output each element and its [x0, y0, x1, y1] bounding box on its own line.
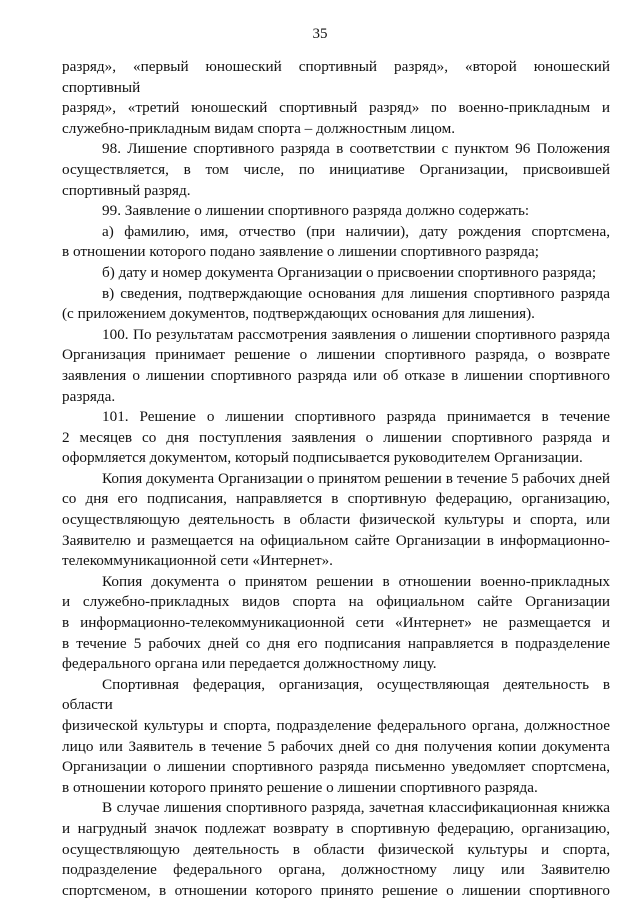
- text-line: 2 месяцев со дня поступления заявления о лишении спортивного разряда и: [62, 428, 610, 446]
- text-line: осуществляется, в том числе, по инициативе Организации, присвоившей: [62, 160, 610, 178]
- text-line: физической культуры и спорта, подразделение федерального органа, должностное: [62, 717, 610, 734]
- text-line: и нагрудный значок подлежат возврату в спортивную федерацию, организацию,: [62, 819, 610, 837]
- text-line: подразделение федерального органа, должностному лицу или Заявителю: [62, 861, 610, 879]
- text-line: и служебно-прикладных видов спорта на официальном сайте Организации: [62, 593, 610, 611]
- text-line: лицо или Заявитель в течение 5 рабочих дней со дня получения копии документа: [62, 737, 610, 755]
- text-line: осуществляющую деятельность в области физической культуры и спорта,: [62, 840, 610, 858]
- text-line: в отношении которого принято решение о лишении спортивного разряда.: [62, 778, 538, 796]
- text-line: осуществляющую деятельность в области физической культуры и спорта, или: [62, 511, 610, 529]
- document-body: [62, 57, 610, 901]
- text-line: в течение 5 рабочих дней со дня его подписания направляется в подразделение: [62, 634, 610, 652]
- text-line: Организации о лишении спортивного разряда письменно уведомляет спортсмена,: [62, 758, 610, 776]
- text-line: Копия документа Организации о принятом решении в течение 5 рабочих дней: [102, 469, 610, 487]
- text-line: заявления о лишении спортивного разряда или об отказе в лишении спортивного: [62, 366, 610, 384]
- text-line: а) фамилию, имя, отчество (при наличии), дату рождения спортсмена,: [102, 222, 610, 240]
- text-line: б) дату и номер документа Организации о присвоении спортивного разряда;: [102, 263, 597, 281]
- text-line: телекоммуникационной сети «Интернет».: [62, 552, 333, 570]
- text-line: в) сведения, подтверждающие основания для лишения спортивного разряда: [102, 284, 610, 302]
- text-line: (с приложением документов, подтверждающих основания для лишения).: [62, 305, 535, 323]
- text-line: разряд», «первый юношеский спортивный разряд», «второй юношеский спортивный: [62, 58, 610, 96]
- text-line: спортивный разряд.: [62, 181, 191, 199]
- text-line: в информационно-телекоммуникационной сети «Интернет» не размещается и: [62, 614, 610, 632]
- text-line: со дня его подписания, направляется в спортивную федерацию, организацию,: [62, 490, 610, 508]
- text-line: оформляется документом, который подписывается руководителем Организации.: [62, 449, 583, 467]
- text-line: Организация принимает решение о лишении спортивного разряда, о возврате: [62, 346, 610, 364]
- text-line: спортсменом, в отношении которого принято решение о лишении спортивного: [62, 881, 610, 899]
- page-number: 35: [312, 26, 328, 42]
- text-line: Заявителю и размещается на официальном сайте Организации в информационно-: [62, 531, 610, 549]
- text-line: федерального органа или передается должностному лицу.: [62, 655, 437, 673]
- text-line: Спортивная федерация, организация, осуществляющая деятельность в области: [62, 675, 610, 714]
- text-line: служебно-прикладным видам спорта – должностным лицом.: [62, 119, 456, 137]
- text-line: в отношении которого подано заявление о лишении спортивного разряда;: [62, 243, 539, 261]
- text-line: 98. Лишение спортивного разряда в соответствии с пунктом 96 Положения: [102, 140, 610, 158]
- text-line: разряд», «третий юношеский спортивный разряд» по военно-прикладным и: [62, 99, 610, 117]
- text-line: В случае лишения спортивного разряда, зачетная классификационная книжка: [102, 799, 610, 817]
- text-line: Копия документа о принятом решении в отношении военно-прикладных: [102, 572, 610, 590]
- text-line: разряда.: [62, 387, 116, 405]
- text-line: 101. Решение о лишении спортивного разряда принимается в течение: [102, 408, 610, 426]
- text-line: 99. Заявление о лишении спортивного разряда должно содержать:: [102, 202, 530, 220]
- text-line: 100. По результатам рассмотрения заявления о лишении спортивного разряда: [102, 325, 610, 343]
